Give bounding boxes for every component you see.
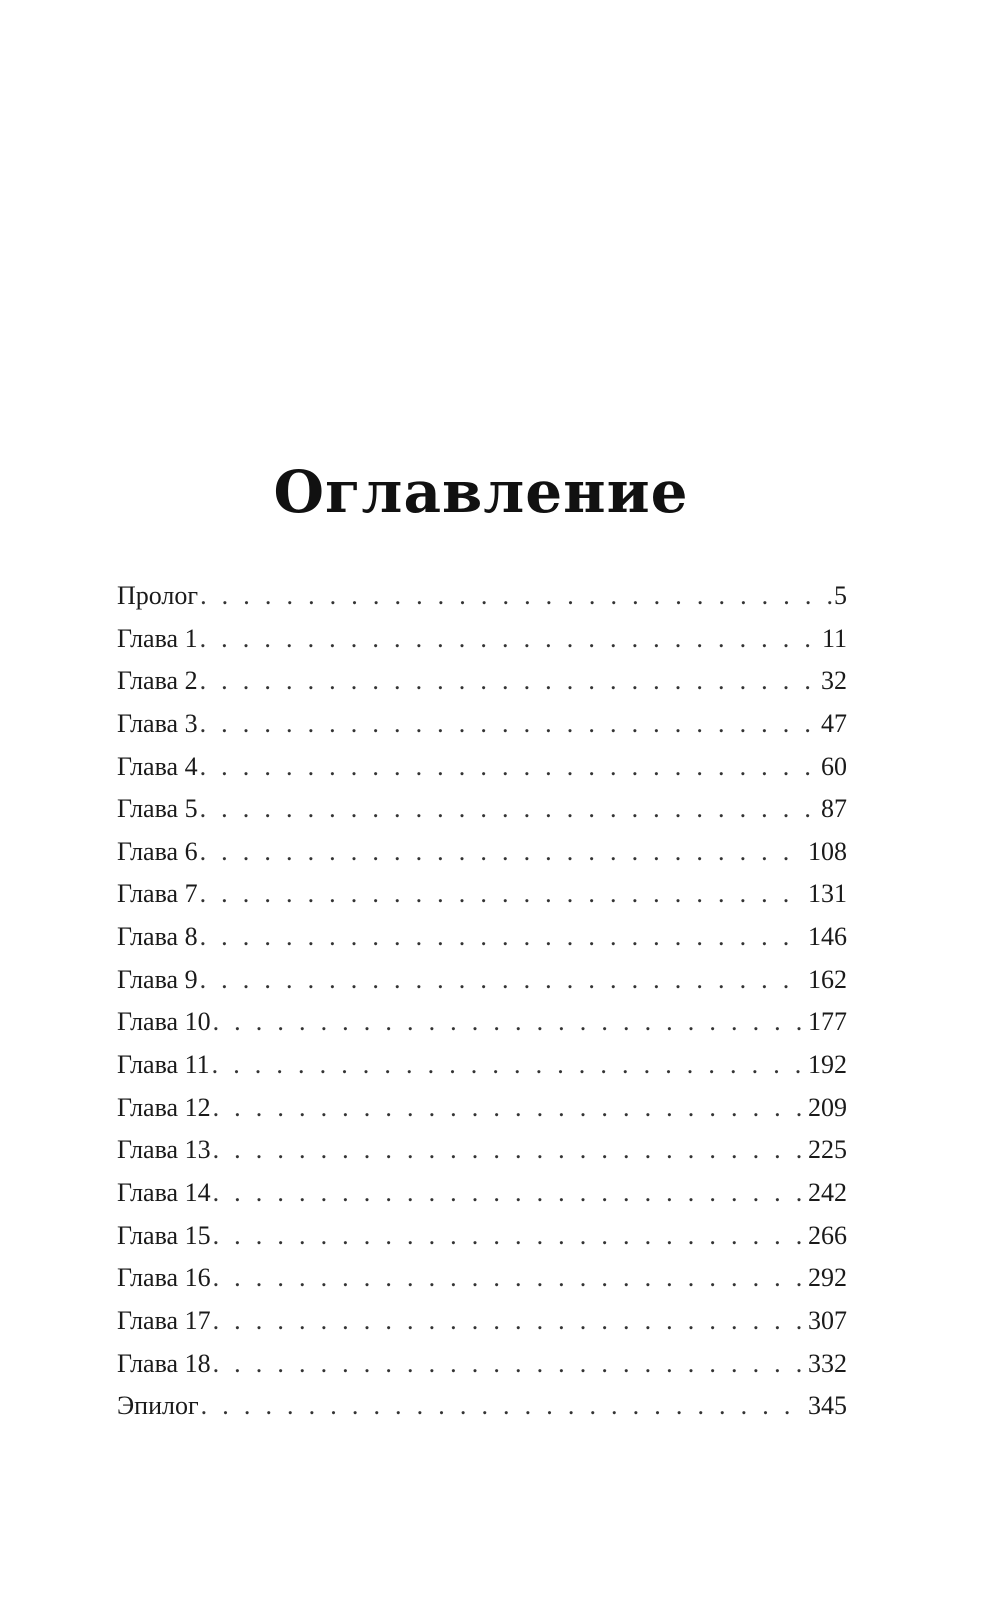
toc-entry-page-number: 225 [808, 1135, 847, 1165]
toc-entry-label: Глава 5 [117, 794, 198, 824]
dot-leader [200, 921, 806, 953]
toc-entry-label: Глава 15 [117, 1220, 211, 1250]
dot-leader [200, 623, 820, 655]
toc-entry[interactable] [117, 751, 847, 794]
dot-leader [201, 1390, 806, 1422]
toc-entry-page-number: 162 [808, 964, 847, 994]
toc-entry-label: Глава 17 [117, 1305, 211, 1335]
toc-entry-page-number: 332 [808, 1348, 847, 1378]
dot-leader [213, 1305, 806, 1337]
dot-leader [213, 1262, 806, 1294]
toc-entry[interactable] [117, 1006, 847, 1049]
toc-entry[interactable] [117, 623, 847, 666]
dot-leader [213, 1348, 806, 1380]
toc-entry[interactable] [117, 921, 847, 964]
dot-leader [200, 665, 819, 697]
toc-entry-label: Глава 4 [117, 751, 198, 781]
toc-entry[interactable] [117, 836, 847, 879]
dot-leader [213, 1220, 806, 1252]
toc-entry[interactable] [117, 665, 847, 708]
toc-entry[interactable] [117, 580, 847, 623]
dot-leader [200, 964, 806, 996]
toc-entry[interactable] [117, 1177, 847, 1220]
toc-entry-page-number: 242 [808, 1177, 847, 1207]
toc-entry-label: Глава 3 [117, 708, 198, 738]
toc-entry-label: Глава 14 [117, 1177, 211, 1207]
toc-entry-page-number: 266 [808, 1220, 847, 1250]
toc-entry[interactable] [117, 1049, 847, 1092]
toc-entry-page-number: 146 [808, 922, 847, 952]
dot-leader [212, 1049, 806, 1081]
toc-entry-label: Глава 16 [117, 1263, 211, 1293]
toc-entry-page-number: 177 [808, 1007, 847, 1037]
toc-entry[interactable] [117, 1390, 847, 1433]
dot-leader [213, 1092, 806, 1124]
toc-entry-label: Глава 18 [117, 1348, 211, 1378]
toc-entry-label: Глава 11 [117, 1050, 210, 1080]
dot-leader [200, 836, 806, 868]
toc-entry[interactable] [117, 1262, 847, 1305]
toc-entry-label: Глава 8 [117, 922, 198, 952]
toc-entry[interactable] [117, 964, 847, 1007]
dot-leader [213, 1177, 806, 1209]
toc-entry[interactable] [117, 1220, 847, 1263]
toc-entry-page-number: 345 [808, 1391, 847, 1421]
toc-entry-page-number: 307 [808, 1305, 847, 1335]
toc-entry-label: Глава 6 [117, 836, 198, 866]
toc-entry[interactable] [117, 793, 847, 836]
toc-entry-label: Глава 7 [117, 879, 198, 909]
page-title: Оглавление [273, 458, 689, 526]
toc-entry-page-number: 209 [808, 1092, 847, 1122]
toc-entry-page-number: 60 [821, 751, 847, 781]
toc-entry-label: Пролог [117, 581, 199, 610]
toc-entry-label: Глава 9 [117, 964, 198, 994]
toc-entry-page-number: 192 [808, 1050, 847, 1080]
toc-entry-label: Глава 12 [117, 1092, 211, 1122]
toc-entry-label: Глава 10 [117, 1007, 211, 1037]
toc-entry[interactable] [117, 1348, 847, 1391]
toc-entry-page-number: 292 [808, 1263, 847, 1293]
toc-entry[interactable] [117, 708, 847, 751]
toc-entry-page-number: 11 [821, 623, 847, 653]
toc-entry-label: Глава 13 [117, 1135, 211, 1165]
dot-leader [200, 708, 819, 740]
toc-entry[interactable] [117, 878, 847, 921]
toc-entry-label: Глава 2 [117, 666, 198, 696]
dot-leader [213, 1134, 806, 1166]
dot-leader [200, 793, 819, 825]
toc-entry-page-number: 5 [834, 581, 847, 610]
toc-entry[interactable] [117, 1305, 847, 1348]
toc-entry-page-number: 131 [808, 879, 847, 909]
dot-leader [200, 878, 806, 910]
toc-entry-label: Эпилог [117, 1391, 199, 1421]
toc-entry-label: Глава 1 [117, 623, 198, 653]
dot-leader [213, 1006, 806, 1038]
toc-entry-page-number: 87 [821, 794, 847, 824]
toc-entry-page-number: 47 [821, 708, 847, 738]
toc-entry[interactable] [117, 1134, 847, 1177]
toc-entry-page-number: 108 [808, 836, 847, 866]
toc-entry[interactable] [117, 1092, 847, 1135]
dot-leader [200, 580, 832, 612]
table-of-contents [117, 580, 847, 1433]
toc-entry-page-number: 32 [821, 666, 847, 696]
dot-leader [200, 751, 819, 783]
